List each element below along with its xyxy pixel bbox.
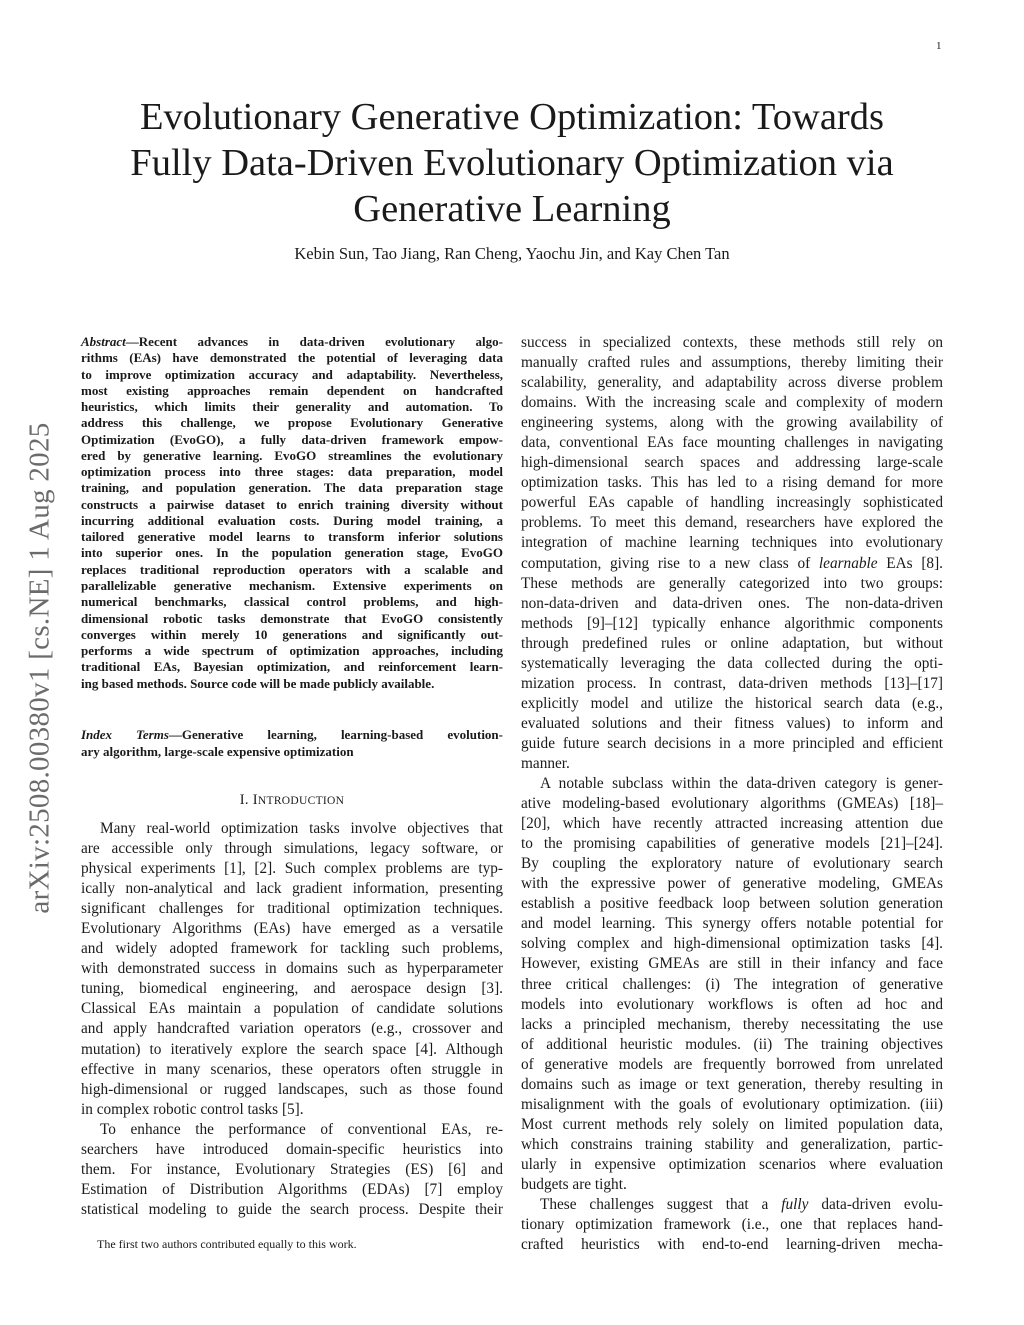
left-column-body (81, 819, 503, 1220)
abstract-line: to improve optimization accuracy and adaptability. Nevertheless, (81, 366, 503, 382)
abstract-line: parallelizable generative mechanism. Extensive experiments on (81, 577, 503, 593)
paper-title (60, 94, 964, 232)
abstract-line: tailored generative model learns to transform inferior solutions (81, 529, 503, 545)
body-line: ative modeling-based evolutionary algorithms (GMEAs) [18]– (521, 795, 943, 813)
page-number: 1 (936, 40, 942, 52)
body-line: Most current methods rely solely on limited population data, (521, 1115, 943, 1133)
body-line: data, conventional EAs face mounting challenges in navigating (521, 434, 943, 452)
body-line: establish a positive feedback loop between solution generation (521, 895, 943, 913)
body-line: mutation) to iteratively explore the search space [4]. Although (81, 1040, 503, 1058)
body-line: Many real-world optimization tasks involve objectives that (100, 820, 503, 837)
author-list: Kebin Sun, Tao Jiang, Ran Cheng, Yaochu Jin, and Kay Chen Tan (294, 244, 730, 263)
abstract-line: traditional EAs, Bayesian optimization, and reinforcement learn- (81, 659, 503, 675)
body-line: However, existing GMEAs are still in their infancy and face (521, 955, 943, 973)
body-line: Estimation of Distribution Algorithms (EDAs) [7] employ (81, 1180, 503, 1198)
body-line: searchers have introduced domain-specific heuristics into (81, 1140, 503, 1158)
title-line: Fully Data-Driven Evolutionary Optimization via (130, 142, 894, 184)
abstract-line: converges within merely 10 generations and significantly out- (81, 626, 503, 642)
body-line: are accessible only through simulations, legacy software, or (81, 840, 503, 858)
abstract-line: ered by generative learning. EvoGO streamlines the evolutionary (81, 447, 503, 463)
section-title-rest: NTRODUCTION (257, 795, 345, 807)
abstract-line: incurring additional evaluation costs. During model training, a (81, 512, 503, 528)
body-line: domains such as image or text generation, thereby resulting in (521, 1075, 943, 1093)
body-line: high-dimensional or rugged landscapes, such as those found (81, 1080, 503, 1098)
body-line: non-data-driven and data-driven ones. The non-data-driven (521, 594, 943, 612)
body-line: guide future search decisions in a more principled and efficient (521, 734, 943, 752)
body-line: engineering systems, along with the growing availability of (521, 414, 943, 432)
section-numeral: I. (239, 792, 249, 808)
body-line: problems. To meet this demand, researchers have explored the (521, 514, 943, 532)
abstract-line: ing based methods. Source code will be made publicly available. (81, 675, 435, 691)
right-column-body (521, 333, 943, 1255)
abstract-line: heuristics, which limits their generality and automation. To (81, 399, 503, 415)
body-line: and widely adopted framework for tackling such problems, (81, 940, 503, 958)
body-line: methods [9]–[12] typically enhance algorithmic components (521, 614, 943, 632)
abstract-line: dimensional robotic tasks demonstrate that EvoGO consistently (81, 610, 503, 626)
body-line: systematically leveraging the data collected during the opti- (521, 654, 943, 672)
abstract-line: performs a wide spectrum of optimization approaches, including (81, 643, 503, 659)
index-terms-line: Index Terms—Generative learning, learning-based evolution- (81, 727, 503, 742)
body-line: computation, giving rise to a new class of learnable EAs [8]. (521, 554, 943, 572)
body-line: and apply handcrafted variation operators (e.g., crossover and (81, 1020, 503, 1038)
body-line: domains. With the increasing scale and complexity of modern (521, 394, 943, 412)
body-line: manner. (521, 754, 570, 772)
body-line: powerful EAs capable of handling increasingly sophisticated (521, 494, 943, 512)
abstract-line: optimization process into three stages: data preparation, model (81, 464, 503, 480)
body-line: tuning, biomedical engineering, and aerospace design [3]. (81, 980, 503, 998)
body-line: to the promising capabilities of generative models [21]–[24]. (521, 835, 943, 853)
abstract-line: replaces traditional reproduction operators with a scalable and (81, 561, 503, 577)
body-line: budgets are tight. (521, 1175, 627, 1193)
body-line: effective in many scenarios, these operators often struggle in (81, 1060, 503, 1078)
body-line: of generative models are frequently borrowed from unrelated (521, 1055, 943, 1073)
body-line: three critical challenges: (i) The integration of generative (521, 975, 943, 993)
body-line: manually crafted rules and assumptions, thereby limiting their (521, 354, 943, 372)
body-line: crafted heuristics with end-to-end learning-driven mecha- (521, 1236, 943, 1254)
abstract-line: rithms (EAs) have demonstrated the potential of leveraging data (81, 350, 503, 366)
body-line: them. For instance, Evolutionary Strategies (ES) [6] and (81, 1160, 503, 1178)
abstract-line: training, and population generation. The data preparation stage (81, 480, 503, 496)
abstract-line: constructs a pairwise dataset to enrich training diversity without (81, 496, 503, 512)
body-line: To enhance the performance of conventional EAs, re- (100, 1120, 503, 1138)
abstract-line: address this challenge, we propose Evolutionary Generative (81, 415, 503, 431)
body-line: and model learning. This synergy offers notable potential for (521, 915, 943, 933)
index-terms (81, 726, 503, 760)
body-line: [20], which have recently attracted increasing attention due (521, 815, 943, 833)
emphasis-learnable: learnable (818, 554, 878, 572)
body-line: A notable subclass within the data-driven category is gener- (540, 775, 943, 793)
body-line: misalignment with the goals of evolutionary optimization. (iii) (521, 1095, 943, 1113)
body-line: physical experiments [1], [2]. Such complex problems are typ- (81, 860, 503, 878)
body-line: success in specialized contexts, these methods still rely on (521, 334, 943, 351)
body-line: optimization tasks. This has led to a rising demand for more (521, 474, 943, 492)
section-initial: I (252, 792, 258, 808)
abstract-label: Abstract (81, 334, 126, 349)
body-line: integration of machine learning techniques into evolutionary (521, 534, 943, 552)
body-line: which constrains training stability and generalization, partic- (521, 1135, 943, 1153)
index-terms-label: Index Terms (81, 727, 169, 742)
body-line: significant challenges for traditional optimization techniques. (81, 900, 503, 918)
section-heading-introduction (81, 792, 503, 809)
body-line: with demonstrated success in domains such as hyperparameter (81, 960, 503, 978)
abstract-line: most existing approaches remain dependent on handcrafted (81, 382, 503, 398)
title-line: Generative Learning (353, 188, 671, 230)
arxiv-identifier: arXiv:2508.00380v1 [cs.NE] 1 Aug 2025 (23, 422, 56, 914)
abstract-line: into superior ones. In the population generation stage, EvoGO (81, 545, 503, 561)
footnote: The first two authors contributed equally to this work. (97, 1237, 357, 1251)
emphasis-fully: fully (781, 1196, 809, 1214)
abstract-line: Abstract—Recent advances in data-driven evolutionary algo- (81, 334, 503, 349)
index-terms-line: ary algorithm, large-scale expensive optimization (81, 744, 354, 759)
body-line: evaluated solutions and their fitness values) to inform and (521, 714, 943, 732)
body-line: mization process. In contrast, data-driven methods [13]–[17] (521, 674, 943, 692)
body-line: in complex robotic control tasks [5]. (81, 1100, 304, 1118)
body-line: statistical modeling to guide the search process. Despite their (81, 1200, 503, 1218)
body-line: scalability, generality, and adaptability across diverse problem (521, 374, 943, 392)
body-line: explicitly model and utilize the historical search data (e.g., (521, 694, 943, 712)
body-line: of additional heuristic modules. (ii) The training objectives (521, 1035, 943, 1053)
body-line: Evolutionary Algorithms (EAs) have emerged as a versatile (81, 920, 503, 938)
body-line: high-dimensional search spaces and addressing large-scale (521, 454, 943, 472)
title-line: Evolutionary Generative Optimization: Towards (140, 96, 884, 138)
abstract-line: numerical benchmarks, classical control problems, and high- (81, 594, 503, 610)
body-line: Classical EAs maintain a population of candidate solutions (81, 1000, 503, 1018)
body-line: By coupling the exploratory nature of evolutionary search (521, 855, 943, 873)
body-line: ularly in expensive optimization scenarios where evaluation (521, 1155, 943, 1173)
abstract-line: Optimization (EvoGO), a fully data-driven framework empow- (81, 431, 503, 447)
body-line: These challenges suggest that a fully data-driven evolu- (540, 1196, 943, 1214)
body-line: lacks a principled mechanism, thereby necessitating the use (521, 1015, 943, 1033)
body-line: models into evolutionary workflows is often ad hoc and (521, 995, 943, 1013)
body-line: with the expressive power of generative modeling, GMEAs (521, 875, 943, 893)
body-line: through predefined rules or online adaptation, but without (521, 634, 943, 652)
body-line: solving complex and high-dimensional optimization tasks [4]. (521, 935, 943, 953)
body-line: ically non-analytical and lack gradient information, presenting (81, 880, 503, 898)
abstract (81, 334, 503, 692)
body-line: These methods are generally categorized into two groups: (521, 574, 943, 592)
body-line: tionary optimization framework (i.e., one that replaces hand- (521, 1216, 943, 1234)
